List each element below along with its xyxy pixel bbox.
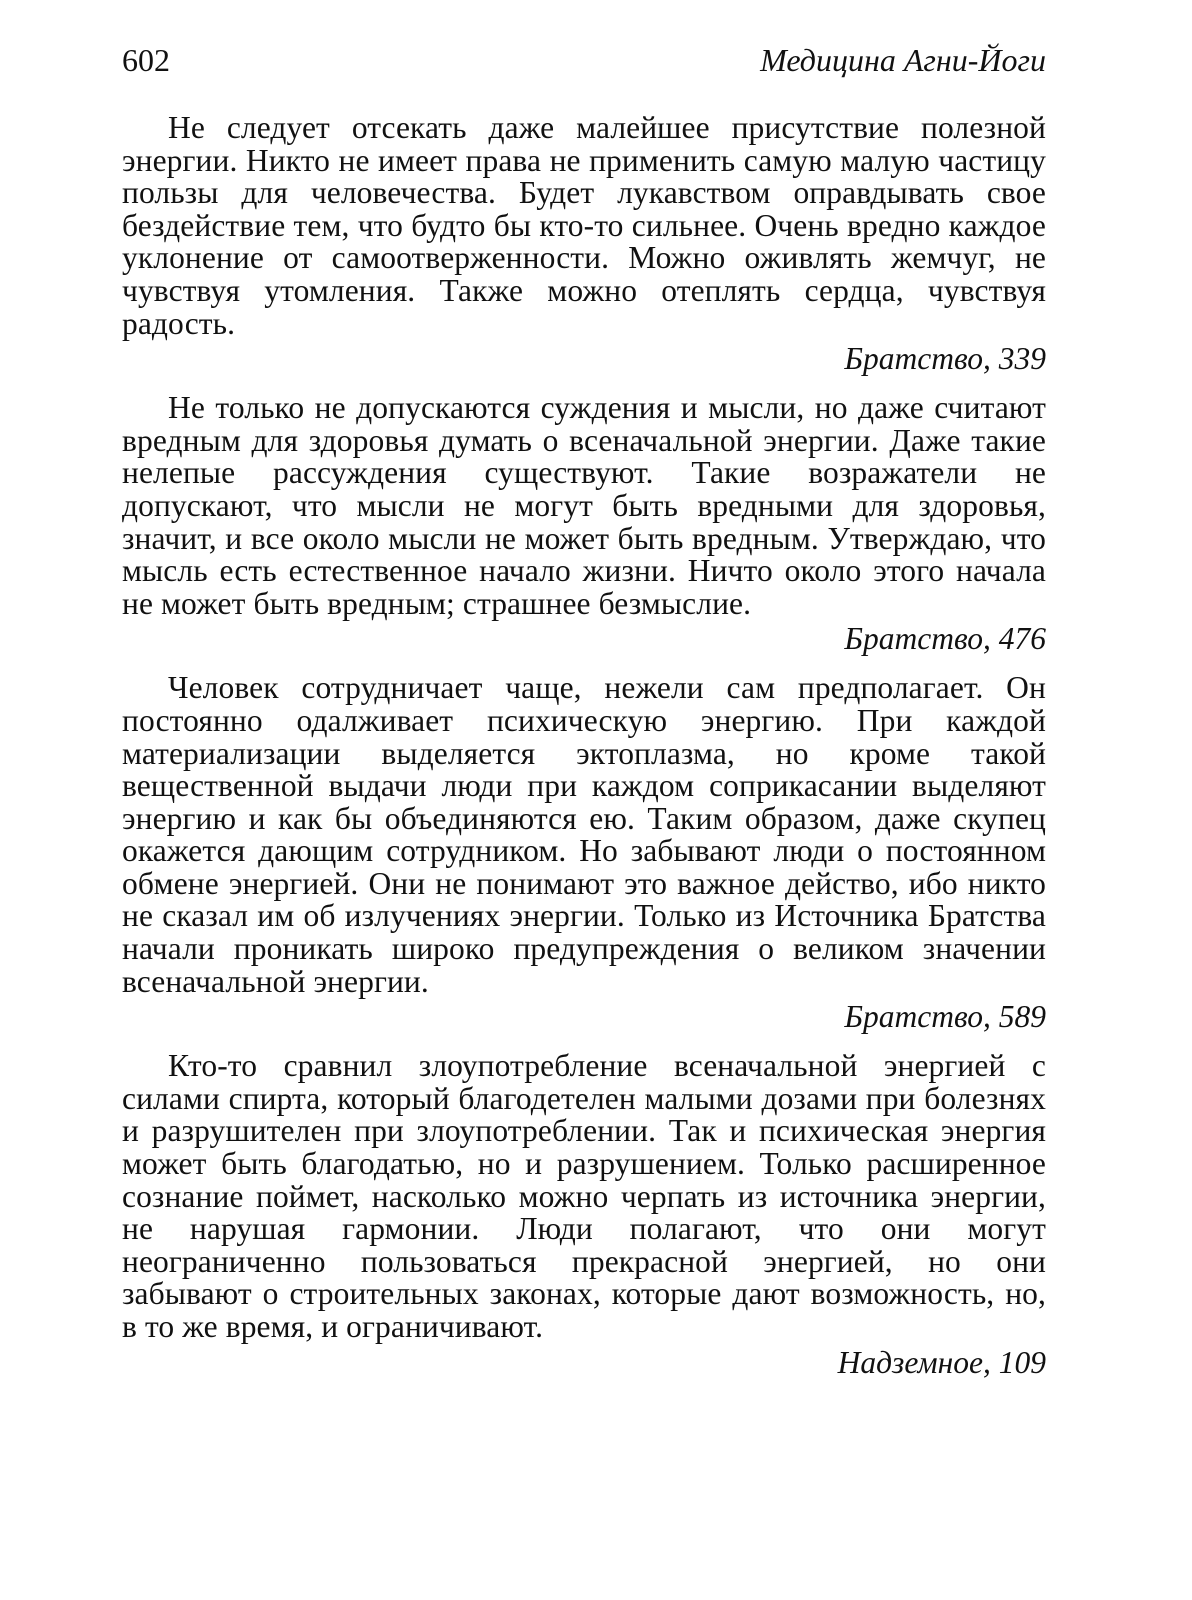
quote-paragraph: Человек сотрудничает чаще, нежели сам предполагает. Он постоянно одалживает психическую энергию. При каждой материализации выделяется эктоплазма, но кроме такой вещественной выдачи люди при каждом соприкасании выделяют энергию и как бы объединяются ею. Таким образом, даже скупец окажется дающим сотрудником. Но забывают люди о постоянном обмене энергией. Они не понимают это важное действо, ибо никто не сказал им об излучениях энергии. Только из Источника Братства начали проникать широко предупреждения о великом значении всеначальной энергии. xyxy=(122,670,1046,999)
quote-entry xyxy=(122,392,1046,656)
quote-source: Братство, 476 xyxy=(844,621,1046,657)
quote-entry xyxy=(122,672,1046,1034)
quote-entry xyxy=(122,1050,1046,1379)
book-page xyxy=(122,40,1046,1380)
running-title: Медицина Агни-Йоги xyxy=(760,42,1046,78)
running-header xyxy=(122,40,1046,80)
page-number: 602 xyxy=(122,42,170,78)
page-content xyxy=(122,112,1046,1380)
quote-paragraph: Кто-то сравнил злоупотребление всеначальной энергией с силами спирта, который благодетелен малыми дозами при болезнях и разрушителен при злоупотреблении. Так и психическая энергия может быть благодатью, но и разрушением. Только расширенное сознание поймет, насколько можно черпать из источника энергии, не нарушая гармонии. Люди полагают, что они могут неограниченно пользоваться прекрасной энергией, но они забывают о строительных законах, которые дают возможность, но, в то же время, и ограничивают. xyxy=(122,1048,1046,1344)
quote-paragraph: Не только не допускаются суждения и мысли, но даже считают вредным для здоровья думать о всеначальной энергии. Даже такие нелепые рассуждения существуют. Такие возражатели не допускают, что мысли не могут быть вредными для здоровья, значит, и все около мысли не может быть вредным. Утверждаю, что мысль есть естественное начало жизни. Ничто около этого начала не может быть вредным; страшнее безмыслие. xyxy=(122,390,1046,621)
quote-source: Братство, 339 xyxy=(844,341,1046,377)
quote-paragraph: Не следует отсекать даже малейшее присутствие полезной энергии. Никто не имеет права не применить самую малую частицу пользы для человечества. Будет лукавством оправдывать свое бездействие тем, что будто бы кто-то сильнее. Очень вредно каждое уклонение от самоотверженности. Можно оживлять жемчуг, не чувствуя утомления. Также можно отеплять сердца, чувствуя радость. xyxy=(122,110,1046,341)
quote-source: Братство, 589 xyxy=(844,999,1046,1035)
quote-source: Надземное, 109 xyxy=(837,1344,1046,1380)
quote-entry xyxy=(122,112,1046,376)
